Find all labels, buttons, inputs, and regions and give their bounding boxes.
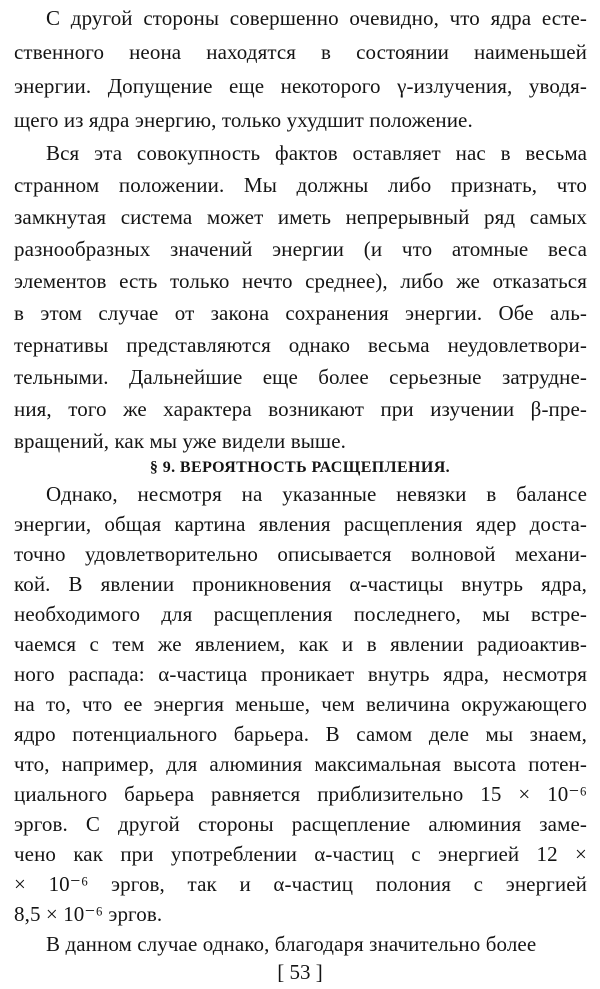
text-line: эргов. С другой стороны расщепление алюминия заме- bbox=[14, 812, 587, 836]
text-line: на то, что ее энергия меньше, чем величина окружающего bbox=[14, 692, 587, 716]
text-line: × 10⁻⁶ эргов, так и α-частиц полония с энергией bbox=[14, 872, 587, 896]
text-line: точно удовлетворительно описывается волновой механи- bbox=[14, 542, 587, 566]
text-line: тельными. Дальнейшие еще более серьезные затрудне- bbox=[14, 365, 587, 389]
text-line: что, например, для алюминия максимальная высота потен- bbox=[14, 752, 587, 776]
text-line: вращений, как мы уже видели выше. bbox=[14, 429, 346, 453]
text-line: ственного неона находятся в состоянии наименьшей bbox=[14, 40, 587, 64]
text-line: ного распада: α-частица проникает внутрь ядра, несмотря bbox=[14, 662, 587, 686]
text-line: В данном случае однако, благодаря значительно более bbox=[46, 932, 537, 956]
text-line: замкнутая система может иметь непрерывный ряд самых bbox=[14, 205, 587, 229]
text-line: ния, того же характера возникают при изучении β-пре- bbox=[14, 397, 587, 421]
text-line: разнообразных значений энергии (и что атомные веса bbox=[14, 237, 587, 261]
text-line: Вся эта совокупность фактов оставляет нас в весьма bbox=[46, 141, 587, 165]
text-line: ядро потенциального барьера. В самом деле мы знаем, bbox=[14, 722, 587, 746]
text-line: Однако, несмотря на указанные невязки в балансе bbox=[46, 482, 587, 506]
text-line: энергии, общая картина явления расщепления ядер доста- bbox=[14, 512, 587, 536]
text-line: в этом случае от закона сохранения энергии. Обе аль- bbox=[14, 301, 587, 325]
text-line: странном положении. Мы должны либо признать, что bbox=[14, 173, 587, 197]
text-line: кой. В явлении проникновения α-частицы внутрь ядра, bbox=[14, 572, 587, 596]
text-line: элементов есть только нечто среднее), либо же отказаться bbox=[14, 269, 587, 293]
text-line: чаемся с тем же явлением, как и в явлении радиоактив- bbox=[14, 632, 587, 656]
text-line: циального барьера равняется приблизительно 15 × 10⁻⁶ bbox=[14, 782, 587, 806]
text-line: 8,5 × 10⁻⁶ эргов. bbox=[14, 902, 163, 926]
text-line: энергии. Допущение еще некоторого γ-излучения, уводя- bbox=[14, 74, 587, 98]
text-line: тернативы представляются однако весьма неудовлетвори- bbox=[14, 333, 587, 357]
page-number: [ 53 ] bbox=[277, 960, 323, 984]
section-heading: § 9. ВЕРОЯТНОСТЬ РАСЩЕПЛЕНИЯ. bbox=[149, 459, 451, 476]
text-line: чено как при употреблении α-частиц с энергией 12 × bbox=[14, 842, 587, 866]
text-line: С другой стороны совершенно очевидно, что ядра есте- bbox=[46, 6, 587, 30]
text-line: щего из ядра энергию, только ухудшит положение. bbox=[14, 108, 473, 132]
text-line: необходимого для расщепления последнего, мы встре- bbox=[14, 602, 587, 626]
